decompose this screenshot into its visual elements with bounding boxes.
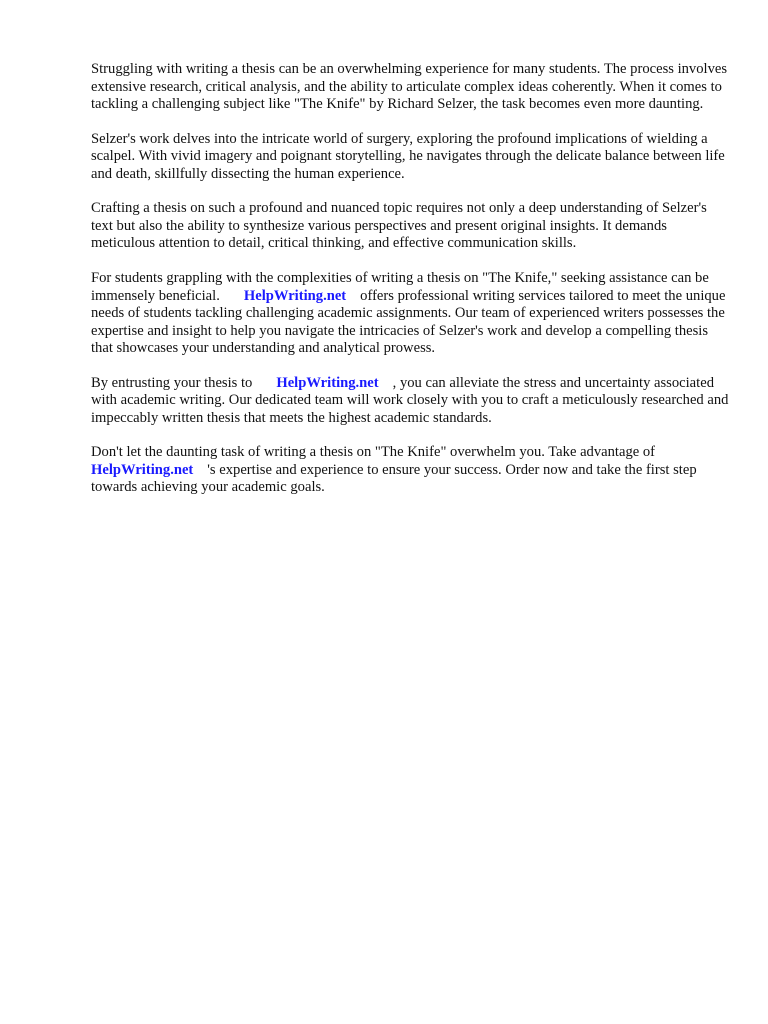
paragraph-seeking-assistance (91, 270, 731, 358)
paragraph-crafting-thesis: Crafting a thesis on such a profound and nuanced topic requires not only a deep understanding of Selzer's text but also the ability to synthesize various perspectives and present original insights. It demands meticulous attention to detail, critical thinking, and effective communication skills. (91, 200, 707, 252)
document-body (91, 61, 731, 514)
helpwriting-link[interactable]: HelpWriting.net (243, 287, 347, 304)
paragraph-text: 's expertise and experience to ensure your success. Order now and take the first step towards achieving your academic goals. (91, 461, 697, 496)
paragraph-text: Don't let the daunting task of writing a thesis on "The Knife" overwhelm you. Take advantage of (91, 444, 656, 461)
paragraph-text: For students grappling with the complexities of writing a thesis on "The Knife," seeking assistance can be immensely beneficial. (91, 270, 709, 304)
paragraph-text: By entrusting your thesis to (91, 374, 253, 391)
paragraph-intro: Struggling with writing a thesis can be an overwhelming experience for many students. The process involves extensive research, critical analysis, and the ability to articulate complex ideas coherently. When it comes to tackling a challenging subject like "The Knife" by Richard Selzer, the task becomes even more daunting. (91, 61, 728, 112)
paragraph-text: , you can alleviate the stress and uncertainty associated with academic writing. Our dedicated team will work closely with you to craft a meticulously researched and impeccably written thesis that meets the highest academic standards. (91, 374, 729, 426)
paragraph-entrusting (91, 375, 731, 428)
helpwriting-link[interactable]: HelpWriting.net (91, 461, 194, 478)
paragraph-call-to-action (91, 444, 731, 497)
paragraph-selzer-work: Selzer's work delves into the intricate world of surgery, exploring the profound implications of wielding a scalpel. With vivid imagery and poignant storytelling, he navigates through the delicate balance between life and death, skillfully dissecting the human experience. (91, 130, 725, 182)
helpwriting-link[interactable]: HelpWriting.net (276, 374, 379, 391)
paragraph-text: offers professional writing services tailored to meet the unique needs of students tackling challenging academic assignments. Our team of experienced writers possesses the expertise and insight to help you navigate the intricacies of Selzer's work and develop a compelling thesis that showcases your understanding and analytical prowess. (91, 287, 726, 357)
